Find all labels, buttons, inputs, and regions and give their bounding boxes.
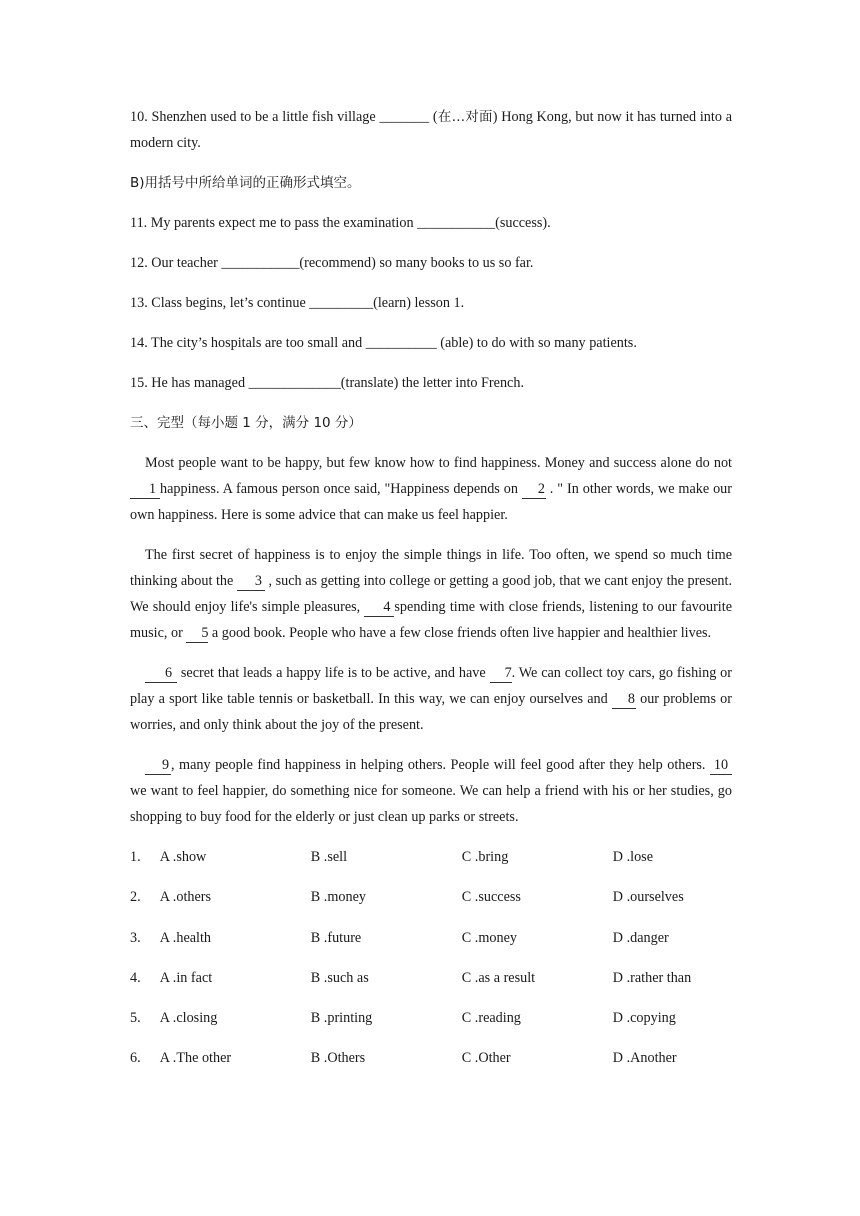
question-12: 12. Our teacher ___________(recommend) so many books to us so far.	[130, 255, 534, 271]
option-number: 4.	[130, 969, 141, 986]
blank-10: 10	[710, 756, 732, 775]
option-d: D .copying	[612, 1010, 676, 1027]
passage-text: . We can collect toy cars, go fishing or play a sport like table tennis or basketball. In this way, we can enjoy ourselves and	[130, 665, 732, 707]
passage-paragraph-2	[130, 542, 732, 646]
blank-5: 5	[186, 624, 208, 643]
blank-3: 3	[237, 572, 265, 591]
option-row	[130, 1005, 732, 1031]
passage-text: spending time with close friends, listening to our favourite music, or	[130, 599, 732, 641]
blank-9: 9	[145, 756, 171, 775]
option-c: C .reading	[461, 1010, 521, 1027]
option-a: A .closing	[159, 1010, 218, 1027]
passage-text: happiness. A famous person once said, "Happiness depends on	[160, 481, 522, 497]
question-10-hint: 在…对面	[437, 109, 493, 125]
option-b: B .printing	[310, 1010, 373, 1027]
option-number: 3.	[130, 929, 141, 946]
passage-text: The first secret of happiness is to enjoy the simple things in life. Too often, we spend so much time thinking about the	[130, 547, 732, 589]
option-d: D .ourselves	[612, 889, 684, 906]
section-3-heading: 三、完型（每小题 1 分，满分 10 分）	[130, 415, 362, 431]
option-d: D .danger	[612, 929, 669, 946]
option-d: D .rather than	[612, 969, 692, 986]
option-c: C .Other	[461, 1050, 511, 1067]
option-row	[130, 884, 732, 910]
option-b: B .such as	[310, 969, 369, 986]
option-number: 6.	[130, 1050, 141, 1067]
option-c: C .money	[461, 929, 517, 946]
blank-2: 2	[522, 480, 546, 499]
option-row	[130, 965, 732, 991]
option-d: D .Another	[612, 1050, 677, 1067]
blank-4: 4	[364, 598, 394, 617]
answer-options	[130, 844, 732, 1071]
option-number: 1.	[130, 849, 141, 865]
blank-7: 7	[490, 664, 512, 683]
option-number: 5.	[130, 1010, 141, 1027]
option-a: A .in fact	[159, 969, 213, 986]
passage-text: our problems or worries, and only think about the joy of the present.	[130, 691, 732, 733]
passage-text: . " In other words, we make our own happiness. Here is some advice that can make us feel happier.	[130, 481, 732, 523]
section-b-instruction: B)用括号中所给单词的正确形式填空。	[130, 175, 361, 191]
option-a: A .The other	[159, 1050, 232, 1067]
blank-1: 1	[130, 480, 160, 499]
option-b: B .money	[310, 889, 366, 906]
option-row	[130, 1045, 732, 1071]
passage-paragraph-3	[130, 660, 732, 738]
passage-paragraph-4	[130, 752, 732, 830]
option-c: C .success	[461, 889, 521, 906]
option-c: C .as a result	[461, 969, 536, 986]
option-b: B .Others	[310, 1050, 366, 1067]
passage-text: Most people want to be happy, but few know how to find happiness. Money and success alone do not	[145, 455, 732, 471]
option-d: D .lose	[612, 849, 653, 865]
passage-text: secret that leads a happy life is to be active, and have	[177, 665, 490, 681]
question-15: 15. He has managed _____________(translate) the letter into French.	[130, 375, 524, 391]
question-13: 13. Class begins, let’s continue _________(learn) lesson 1.	[130, 295, 465, 311]
exam-page	[130, 104, 732, 1071]
option-number: 2.	[130, 889, 141, 906]
option-c: C .bring	[461, 849, 509, 865]
question-10-text-after: ) Hong Kong, but now it has turned into a modern city.	[130, 109, 733, 151]
question-14: 14. The city’s hospitals are too small and __________ (able) to do with so many patients.	[130, 335, 637, 351]
option-a: A .others	[159, 889, 212, 906]
option-a: A .health	[159, 929, 212, 946]
option-b: B .future	[310, 929, 362, 946]
blank-6: 6	[145, 664, 177, 683]
question-10-text-before: 10. Shenzhen used to be a little fish village _______ (	[130, 109, 438, 125]
option-row	[130, 925, 732, 951]
passage-paragraph-1	[130, 450, 732, 528]
passage-text: , many people find happiness in helping others. People will feel good after they help others.	[171, 757, 710, 773]
passage-text: , such as getting into college or getting a good job, that we cant enjoy the present. We should enjoy life's simple pleasures,	[130, 573, 732, 615]
blank-8: 8	[612, 690, 636, 709]
passage-text: we want to feel happier, do something nice for someone. We can help a friend with his or her studies, go shopping to buy food for the elderly or just clean up parks or streets.	[130, 783, 732, 825]
option-b: B .sell	[310, 849, 348, 865]
passage-text: a good book. People who have a few close friends often live happier and healthier lives.	[208, 625, 712, 641]
question-11: 11. My parents expect me to pass the examination ___________(success).	[130, 215, 551, 231]
option-row	[130, 844, 732, 870]
question-10	[130, 104, 732, 156]
option-a: A .show	[159, 849, 207, 865]
